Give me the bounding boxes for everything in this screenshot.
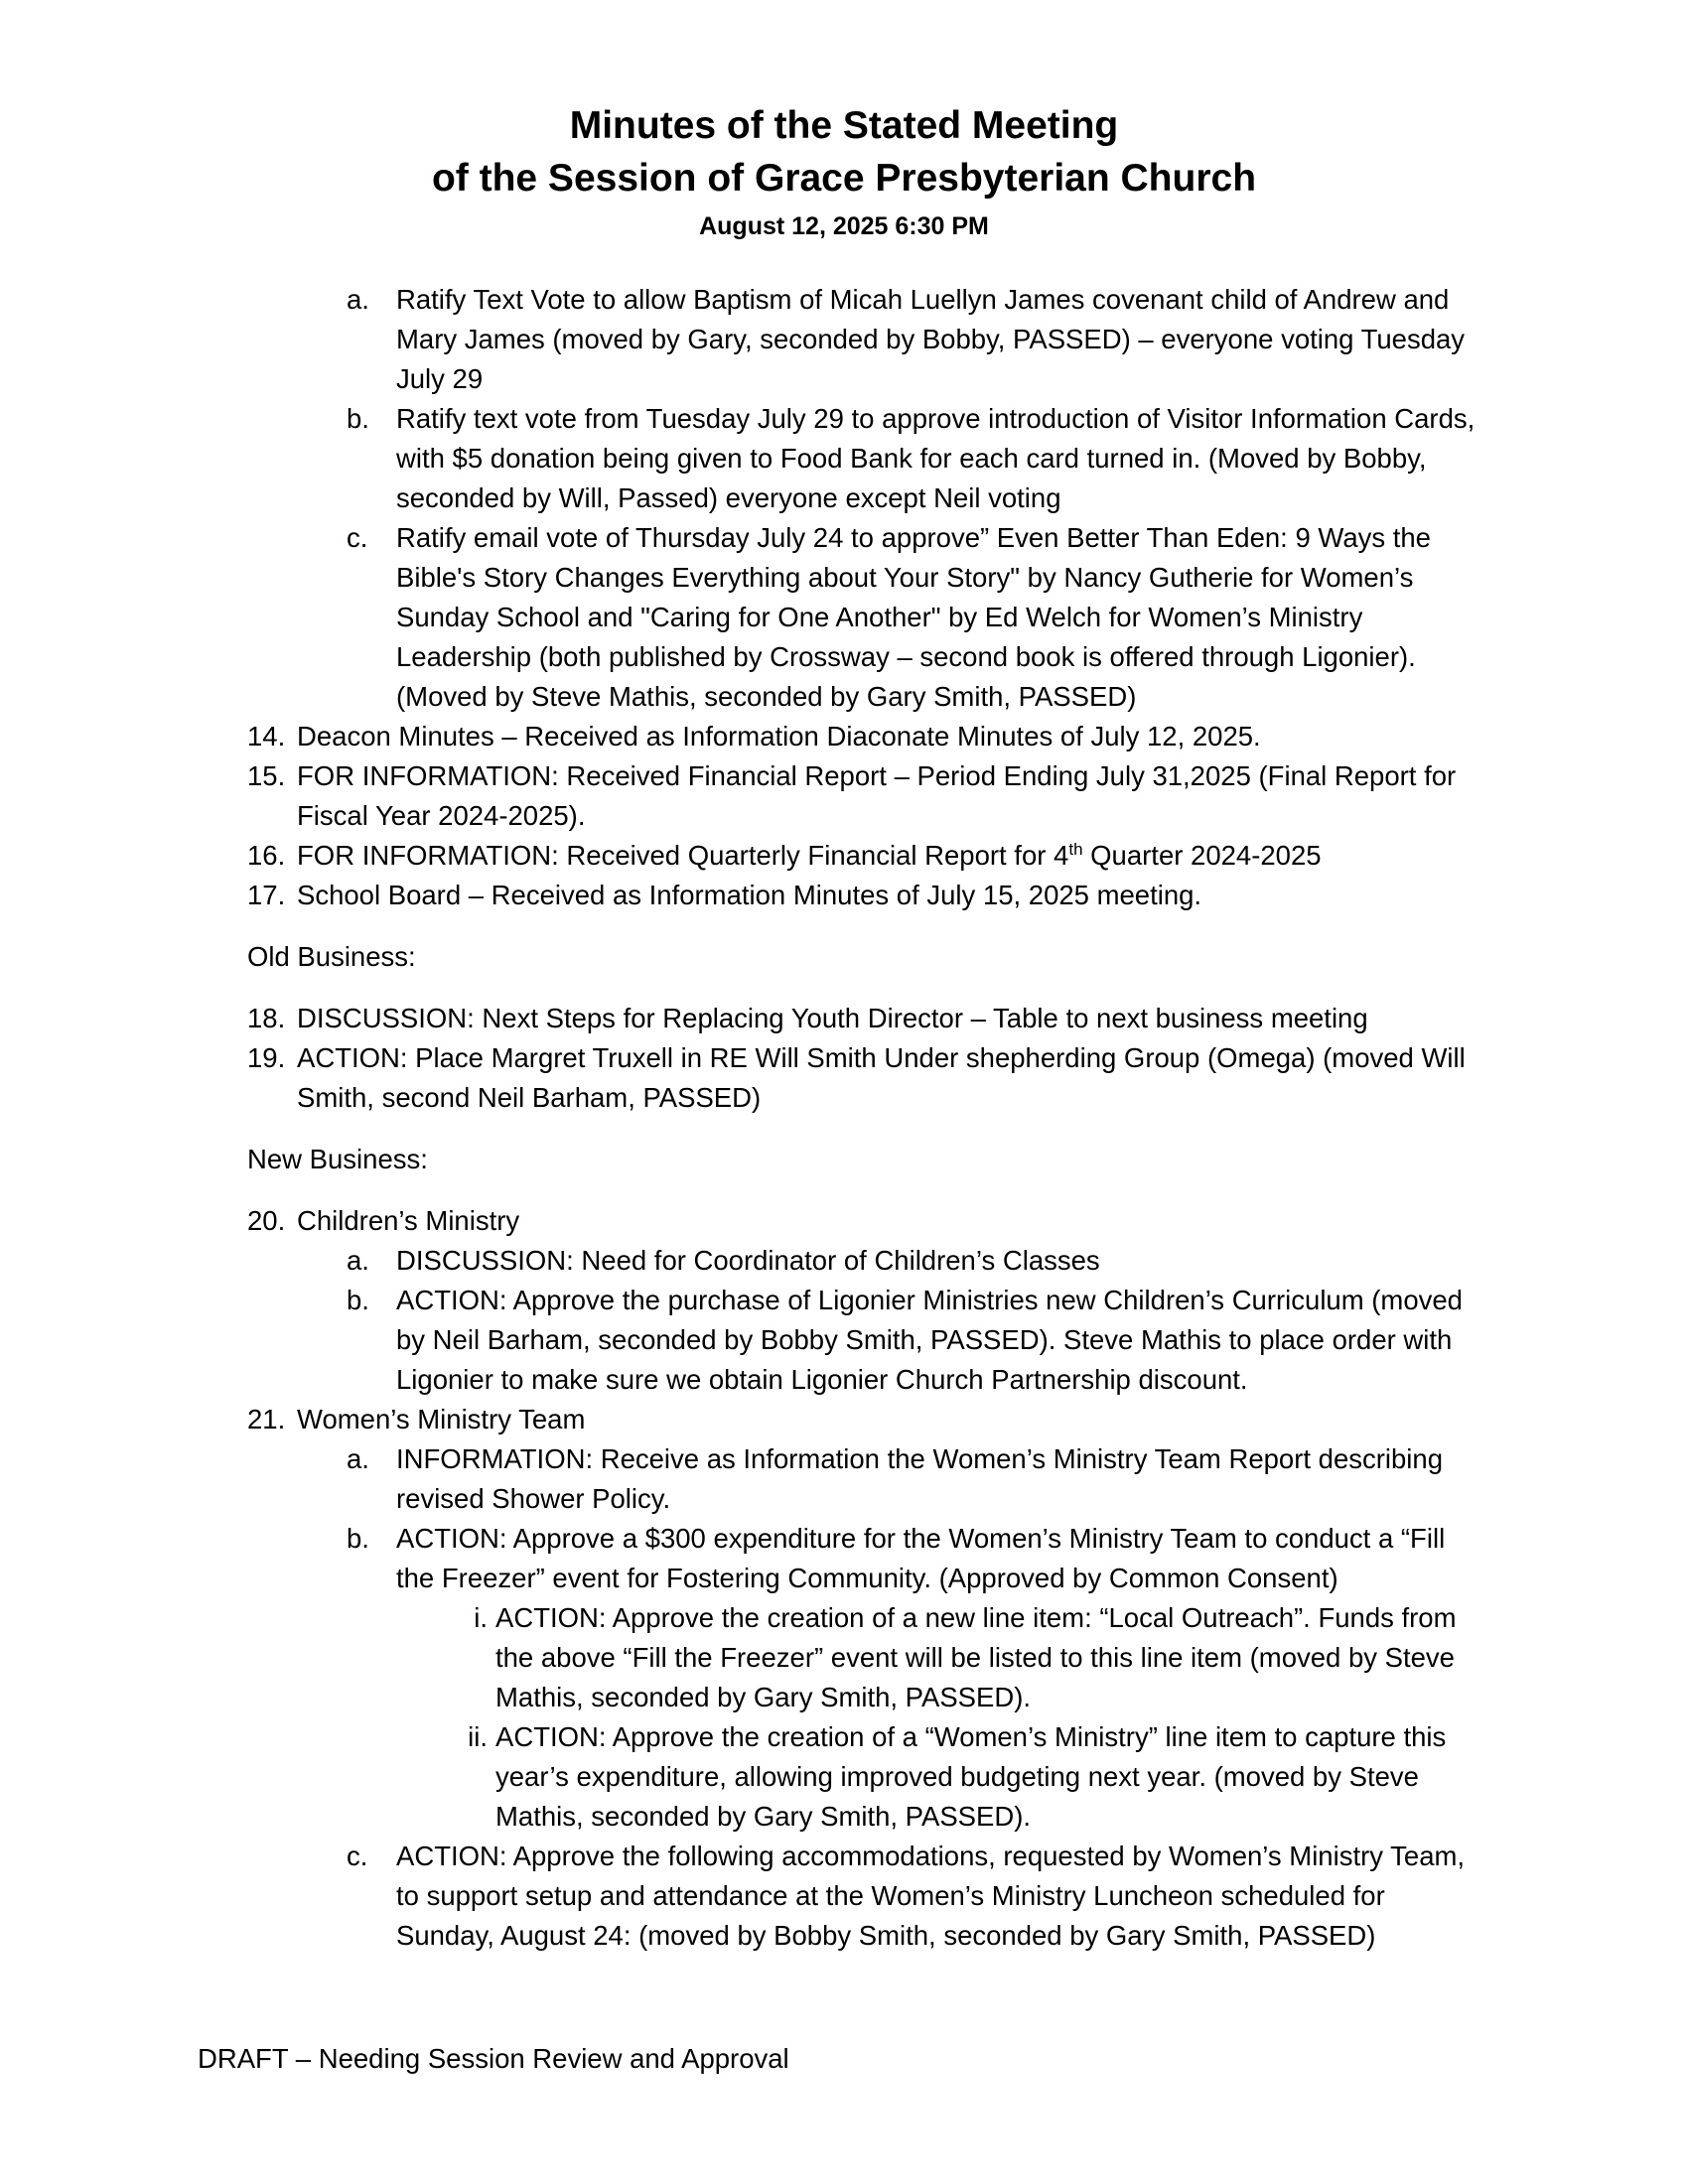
- list-item-text: Deacon Minutes – Received as Information Diaconate Minutes of July 12, 2025.: [297, 721, 1261, 751]
- list-item-text: FOR INFORMATION: Received Financial Report – Period Ending July 31,2025 (Final Report for Fiscal Year 2024-2025).: [297, 760, 1457, 831]
- list-item-15: [247, 756, 1488, 836]
- list-marker: a.: [347, 1443, 369, 1474]
- list-marker: 15.: [247, 760, 286, 791]
- page-title-line-2: of the Session of Grace Presbyterian Church: [431, 157, 1257, 200]
- list-item-13b: [247, 399, 1488, 518]
- list-marker: c.: [347, 1841, 368, 1871]
- list-marker: 17.: [247, 880, 286, 910]
- list-marker: 19.: [247, 1042, 286, 1073]
- list-item-text: DISCUSSION: Need for Coordinator of Children’s Classes: [396, 1245, 1100, 1276]
- list-item-21c: [247, 1837, 1488, 1956]
- list-item-21b-i: [247, 1598, 1488, 1717]
- new-business-heading: New Business:: [247, 1144, 428, 1174]
- list-item-18: [247, 999, 1488, 1038]
- list-marker: 14.: [247, 721, 286, 751]
- list-item-13c: [247, 518, 1488, 717]
- list-item-text: INFORMATION: Receive as Information the Women’s Ministry Team Report describing revised Shower Policy.: [396, 1443, 1444, 1514]
- list-marker: b.: [347, 1523, 369, 1554]
- list-marker: b.: [347, 1285, 369, 1315]
- list-item-14: [247, 717, 1488, 756]
- list-item-text: ACTION: Approve a $300 expenditure for the Women’s Ministry Team to conduct a “Fill the Freezer” event for Fostering Community. (Approved by Common Consent): [396, 1523, 1446, 1593]
- list-item-21: [247, 1400, 1488, 1439]
- list-item-13a: [247, 280, 1488, 399]
- list-item-text: School Board – Received as Information Minutes of July 15, 2025 meeting.: [297, 880, 1202, 910]
- list-item-16: [247, 836, 1488, 876]
- old-business-heading: Old Business:: [247, 941, 416, 972]
- list-marker: i.: [474, 1602, 488, 1633]
- draft-footer: DRAFT – Needing Session Review and Approval: [198, 2043, 789, 2074]
- page-title-line-1: Minutes of the Stated Meeting: [569, 104, 1119, 147]
- document-header: [0, 99, 1688, 246]
- list-item-text: Children’s Ministry: [297, 1205, 520, 1236]
- list-marker: a.: [347, 284, 369, 315]
- list-marker: 20.: [247, 1205, 286, 1236]
- list-item-text: ACTION: Approve the creation of a new line item: “Local Outreach”. Funds from the above “Fill the Freezer” event will be listed to this line item (moved by Steve Mathis, seconded by Gary Smith, PASSED).: [495, 1602, 1457, 1712]
- list-item-21a: [247, 1439, 1488, 1519]
- ordinal-superscript: th: [1068, 839, 1083, 859]
- list-item-text: Women’s Ministry Team: [297, 1404, 586, 1434]
- list-item-21b-ii: [247, 1717, 1488, 1837]
- list-item-20b: [247, 1281, 1488, 1400]
- list-item-text-before: FOR INFORMATION: Received Quarterly Financial Report for 4: [297, 840, 1069, 871]
- list-item-text: ACTION: Approve the creation of a “Women’s Ministry” line item to capture this year’s expenditure, allowing improved budgeting next year. (moved by Steve Mathis, seconded by Gary Smith, PASSED).: [495, 1721, 1447, 1832]
- list-item-19: [247, 1038, 1488, 1118]
- list-item-text: Ratify Text Vote to allow Baptism of Micah Luellyn James covenant child of Andrew and Mary James (moved by Gary, seconded by Bobby, PASSED) – everyone voting Tuesday July 29: [396, 284, 1466, 394]
- list-item-21b: [247, 1519, 1488, 1598]
- list-marker: c.: [347, 522, 368, 553]
- list-marker: 16.: [247, 840, 286, 871]
- meeting-date-time: August 12, 2025 6:30 PM: [699, 212, 989, 240]
- minutes-body: [247, 280, 1488, 1956]
- list-item-text: ACTION: Approve the following accommodations, requested by Women’s Ministry Team, to support setup and attendance at the Women’s Ministry Luncheon scheduled for Sunday, August 24: (moved by Bobby Smith, seconded by Gary Smith, PASSED): [396, 1841, 1466, 1951]
- list-item-text: DISCUSSION: Next Steps for Replacing Youth Director – Table to next business meeting: [297, 1003, 1368, 1033]
- list-item-text: Ratify email vote of Thursday July 24 to approve” Even Better Than Eden: 9 Ways the Bible's Story Changes Everything about Your Story" by Nancy Gutherie for Women’s Sunday School and "Caring for One Another" by Ed Welch for Women’s Ministry Leadership (both published by Crossway – second book is offered through Ligonier). (Moved by Steve Mathis, seconded by Gary Smith, PASSED): [396, 522, 1431, 712]
- list-item-text: ACTION: Approve the purchase of Ligonier Ministries new Children’s Curriculum (moved by Neil Barham, seconded by Bobby Smith, PASSED). Steve Mathis to place order with Ligonier to make sure we obtain Ligonier Church Partnership discount.: [396, 1285, 1463, 1395]
- list-item-20a: [247, 1241, 1488, 1281]
- list-marker: a.: [347, 1245, 369, 1276]
- list-item-text: Ratify text vote from Tuesday July 29 to approve introduction of Visitor Information Cards, with $5 donation being given to Food Bank for each card turned in. (Moved by Bobby, seconded by Will, Passed) everyone except Neil voting: [396, 403, 1476, 513]
- list-item-20: [247, 1201, 1488, 1241]
- list-marker: b.: [347, 403, 369, 434]
- list-item-17: [247, 876, 1488, 915]
- list-item-text: ACTION: Place Margret Truxell in RE Will Smith Under shepherding Group (Omega) (moved Will Smith, second Neil Barham, PASSED): [297, 1042, 1466, 1113]
- list-marker: 21.: [247, 1404, 286, 1434]
- list-item-text-after: Quarter 2024-2025: [1082, 840, 1322, 871]
- list-marker: 18.: [247, 1003, 286, 1033]
- list-marker: ii.: [468, 1721, 488, 1752]
